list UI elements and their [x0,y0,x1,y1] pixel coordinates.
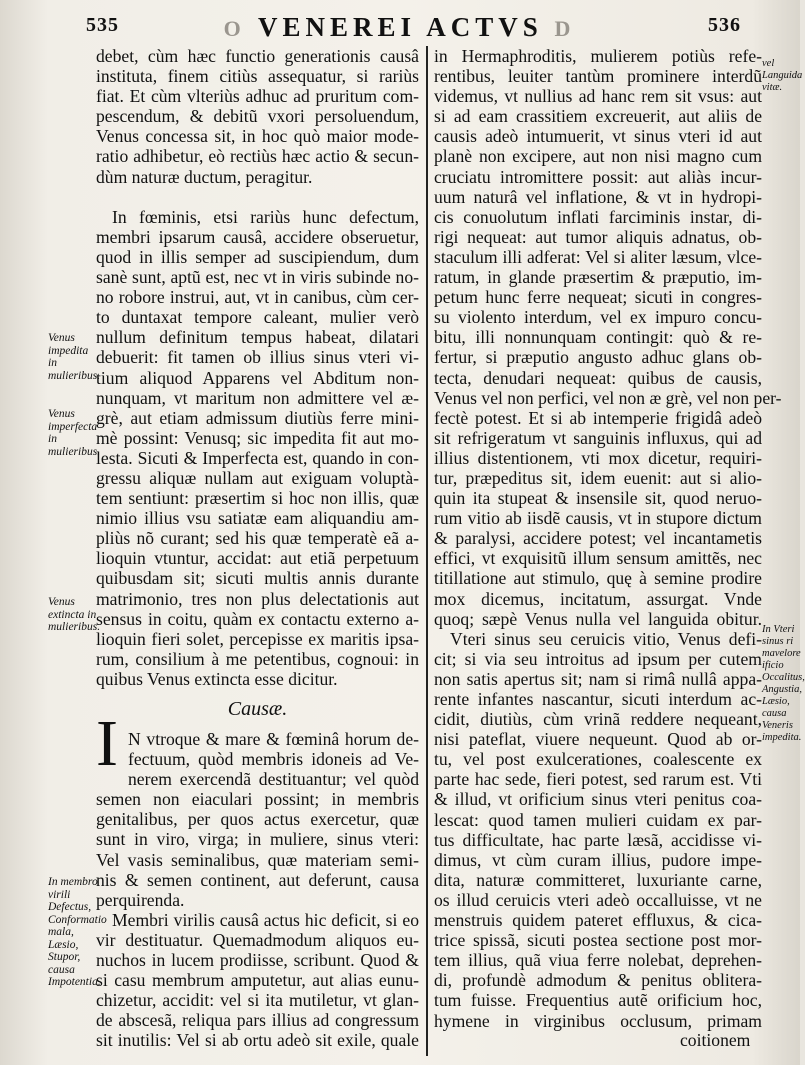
text-line: cruciatu intromittere possit: aut aliàs incur- [434,166,762,187]
text-line: sit refrigeratum vt sanguinis influxus, qui ad [434,427,762,448]
text-line: illius distentionem, vti mox dicetur, requiri- [434,447,762,468]
text-line: su violento interdum, vel ex impuro concu- [434,307,762,328]
page-number-left: 535 [86,14,119,36]
text-line: staculum illi adferat: Vel si aliter læsum, vlce- [434,246,762,267]
margin-note-right: In Vteri sinus ri mavelore ificio Occalitus, Angustia, Læsio, causa Veneris impedita. [762,624,805,743]
margin-note-left: In membro virili Defectus, Conformatio mala, Læsio, Stupor, causa Impotentia. [48,876,107,988]
text-line: fectuum, quòd membris idoneis ad Ve- [128,749,419,770]
text-line: Vel vasis seminalibus, quæ materiam semi- [96,849,419,870]
text-line: nerem exercendã destituantur; vel quòd [128,769,419,790]
margin-note-left: Venus impedita in mulieribus. [48,332,101,382]
text-line: to duntaxat tempore caleant, mulier verò [96,307,419,328]
margin-note-left: Venus imperfecta in mulieribus. [48,408,101,458]
text-line: si ad eam crassitiem excreuerit, aut aliis de [434,106,762,127]
text-line: perquirenda. [96,889,185,910]
text-line: debuerit: fit tamen ob illius sinus vteri vi- [96,347,419,368]
text-line: rigi nequeat: aut tumor aliquis adnatus, ob- [434,226,762,247]
text-line: mox dicemus, incitatum, assurgat. Vnde [434,588,762,609]
text-line: cit; si via seu introitus ad ipsum per cutem [434,648,762,669]
text-line: mè possint: Venusq; sic impedita fit aut mo- [96,427,419,448]
text-line: tum fuisse. Frequentius autẽ orificium hoc, [434,990,762,1011]
text-line: rum, consilium à me petentibus, cognoui: in [96,648,419,669]
text-line: sensus in coitu, quàm ex contactu externo a- [96,608,419,629]
text-line: tur, præpeditus sit, idem euenit: aut si alio- [434,467,762,488]
text-line: quoq; sæpè Venus nulla vel languida obitur. [434,608,762,629]
text-line: os illud ceruicis vteri adeò occalluisse, vt ne [434,889,762,910]
text-line: nuchos in lucem prodiisse, scribunt. Quod & [96,950,419,971]
text-line: rentibus, leuiter tantùm prominere interdũ [434,66,762,87]
text-line: bitu, illi nonnunquam contingit: quò & re- [434,327,762,348]
text-line: cis conuolutum inflati farciminis instar, di- [434,206,762,227]
text-line: quibusdam sit; sicuti multis annis durante [96,568,419,589]
page-number-right: 536 [708,14,741,36]
page-header [0,10,800,44]
text-line: si casu membrum amputetur, aut alias eunu- [96,970,419,991]
text-line: de abscesã, reliqua pars illius ad congressum [96,1010,419,1031]
text-line: tium aliquod Apparens vel Abditum non- [96,367,419,388]
drop-cap: I [96,707,118,780]
text-line: lioquin vtuntur, accidat: aut etiã perpetuum [96,548,419,569]
text-line: lesta. Sicuti & Imperfecta est, quando in con- [96,447,419,468]
text-line: Venus concessa sit, in hoc quò maior mode- [96,126,419,147]
text-line: Vteri sinus seu ceruicis vitio, Venus defi- [450,628,762,649]
text-line: grè, aut etiam admissum diutiùs ferre mini- [96,407,419,428]
margin-note-right: vel Languida vitæ. [762,58,803,93]
text-line: rente infantes nascantur, sicuti interdum ac- [434,689,762,709]
text-line: N vtroque & mare & fœminâ horum de- [128,729,419,749]
text-line: Venus vel non perfici, vel non æ grè, vel non per- [434,387,782,408]
text-line: in Hermaphroditis, mulierem potiùs refe- [434,46,762,66]
text-line: pliùs nõ curant; sed his quæ temperatè eã a- [96,528,419,549]
text-line: uum naturâ vel inflatione, & vt in hydropi- [434,186,762,207]
text-line: nisi pateflat, viuere nequeunt. Quod ab or- [434,729,762,750]
text-line: quin ita stupeat & insensile sit, quod neruo- [434,488,762,509]
text-line: nimio illius vsu satiatæ eam aliquandiu am- [96,508,419,529]
text-line: lescat: quod tamen mulieri cuidam ex par- [434,809,762,830]
text-line: titillatione aut stimulo, quę à semine prodire [434,568,762,589]
text-line: dimus, vt cùm curam illius, pudore impe- [434,849,762,870]
text-line: effici, vt exquisitũ illum sensum amittẽs, nec [434,548,762,569]
text-line: instituta, finem citiùs assequatur, si rariùs [96,66,419,87]
text-line: causis adeò intumuerit, vt sinus vteri id aut [434,126,762,147]
text-line: cidit, diutiùs, cùm vrinã reddere nequeant, [434,709,762,730]
text-line: fectè potest. Et si ab intemperie frigidâ adeò [434,407,762,428]
section-heading-causae: Causæ. [227,698,288,720]
margin-note-left: Venus extincta in mulieribus. [48,596,101,633]
running-head-title: VENEREI ACTVS [257,12,543,42]
text-line: Membri virilis causâ actus hic deficit, si eo [112,909,419,930]
text-line: quod in illis semper ad suscipiendum, dum [96,246,419,267]
text-line: debet, cùm hæc functio generationis causâ [96,46,419,66]
running-head-faint-left: O [223,16,247,41]
running-head-faint-right: D [554,16,577,41]
text-line: no robore instrui, aut, vt in canibus, cùm cer- [96,287,419,308]
text-line: non satis apertus sit; nam si rimâ nullâ appa- [434,668,762,689]
blank-line [96,187,419,207]
text-line: membri ipsarum causâ, accidere obseruetur, [96,226,419,247]
column-divider [426,46,428,1056]
text-line: vir destituatur. Quemadmodum aliquos eu- [96,929,419,950]
text-line: matrimonio, tres non plus delectationis aut [96,588,419,609]
text-line: & illud, vt orificium sinus vteri penitus coa- [434,789,762,810]
text-line: tem illius, quã viua ferre nolebat, deprehen- [434,950,762,971]
text-line: trice spissã, sicuti postea sectione post mor- [434,930,762,951]
text-line: genitalibus, per quos actus exercetur, quæ [96,809,419,830]
text-line: tecta, denudari nequeat: quibus de causis, [434,367,762,388]
text-line: lioquin fieri solet, percepisse ex maritis ipsa- [96,628,419,649]
text-line: & paralysi, accidere potest; vel incantametis [434,528,762,549]
running-head [0,12,800,43]
text-line: sunt in viro, virga; in muliere, sinus vteri: [96,829,419,850]
text-line: rum vitio ab iisdẽ causis, vt in stupore dictum [434,508,762,529]
text-line: nis & semen continent, aut deferunt, causa [96,869,419,890]
text-line: chizetur, accidit: vel si ita mutiletur, vt glan- [96,990,419,1011]
text-line: tu, vel post exulcerationes, coalescente ex [434,749,762,770]
text-line: planè non excipere, aut non nisi magno cum [434,146,762,167]
text-line: ratum, in glande præsertim & præputio, im- [434,267,762,288]
text-line: ratio adhibetur, eò rectiùs hæc actio & secun- [96,146,419,167]
text-line: fiat. Et cùm vlteriùs adhuc ad pruritum com- [96,86,419,107]
right-column [434,46,782,1031]
text-line: hymene in virginibus occlusum, primam [434,1010,762,1031]
text-line: petum hunc ferre nequeat; sicuti in congres- [434,287,762,308]
text-line: sanè sunt, aptũ est, nec vt in viris subinde no- [96,267,419,288]
text-line: dùm naturæ ductum, peragitur. [96,166,313,187]
text-line: quibus Venus extincta esse dicitur. [96,668,338,689]
text-line: pescendum, & debitũ vxori persoluendum, [96,106,419,127]
text-line: In fœminis, etsi rariùs hunc defectum, [112,206,419,227]
text-line: tus difficultate, hac parte læsã, accidisse vi- [434,829,762,850]
left-column [96,46,419,1051]
text-line: sit inutilis: Vel si ab ortu adeò sit exile, quale [96,1030,419,1051]
text-line: nullum definitum tempus habeat, dilatari [96,327,419,348]
text-line: di, profundè admodum & penitus oblitera- [434,970,762,991]
text-line: parte hac sede, fieri potest, sed rarum est. Vti [434,769,762,790]
text-line: semen non eiaculari possint; in membris [96,789,419,810]
text-line: nunquam, vt maritum non admittere vel æ- [96,387,419,408]
text-line: tem sentiunt: præsertim si hoc non illis, quæ [96,488,419,509]
text-line: videmus, vt nullius ad hanc rem sit vsus: aut [434,86,762,107]
catchword: coitionem [680,1030,751,1050]
text-line: menstruis quidem pateret effluxus, & cica- [434,910,762,931]
text-line: fertur, si præputio angusto adhuc glans ob- [434,347,762,368]
text-line: dita, naturæ committeret, luxuriante carne, [434,869,762,890]
text-line: gressu aliquæ nullam aut exiguam voluptà- [96,467,419,488]
